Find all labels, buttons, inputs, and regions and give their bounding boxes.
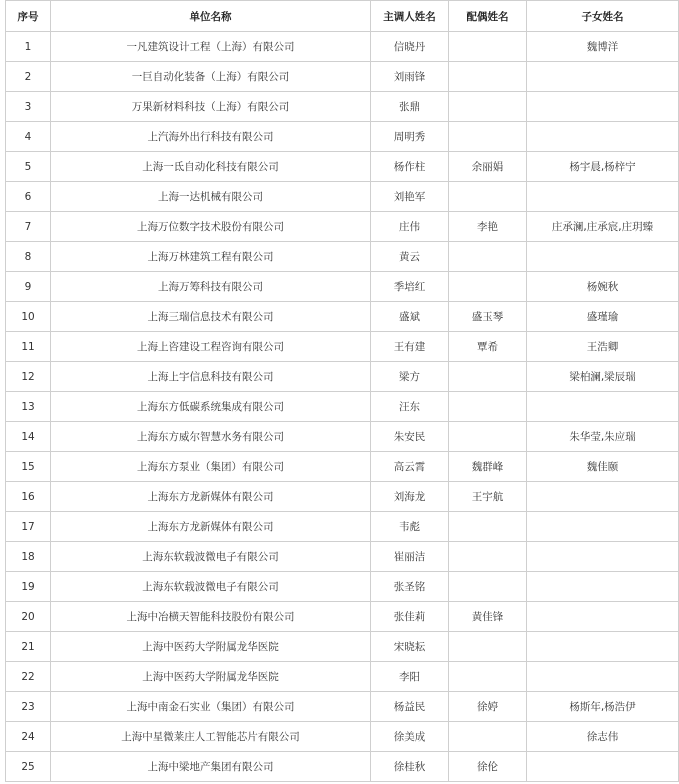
children-cell (527, 632, 679, 662)
children-cell (527, 602, 679, 632)
table-header (6, 1, 679, 32)
applicant-cell: 刘海龙 (371, 482, 449, 512)
table-row (6, 452, 679, 482)
spouse-cell (449, 32, 527, 62)
children-cell (527, 92, 679, 122)
table-row (6, 122, 679, 152)
spouse-cell (449, 662, 527, 692)
index-cell: 24 (6, 722, 51, 752)
index-cell: 18 (6, 542, 51, 572)
index-cell: 17 (6, 512, 51, 542)
applicant-cell: 盛斌 (371, 302, 449, 332)
index-cell: 12 (6, 362, 51, 392)
children-cell: 杨宇晨,杨梓宁 (527, 152, 679, 182)
header-index: 序号 (6, 1, 51, 32)
applicant-cell: 汪东 (371, 392, 449, 422)
company-cell: 上海三瑞信息技术有限公司 (51, 302, 371, 332)
spouse-cell: 李艳 (449, 212, 527, 242)
header-company: 单位名称 (51, 1, 371, 32)
spouse-cell (449, 392, 527, 422)
table-row (6, 542, 679, 572)
children-cell (527, 662, 679, 692)
index-cell: 6 (6, 182, 51, 212)
spouse-cell: 王宇航 (449, 482, 527, 512)
table-row (6, 302, 679, 332)
company-cell: 上海上咨建设工程咨询有限公司 (51, 332, 371, 362)
index-cell: 13 (6, 392, 51, 422)
children-cell: 盛瑾瑜 (527, 302, 679, 332)
applicant-cell: 高云霄 (371, 452, 449, 482)
applicant-cell: 王有建 (371, 332, 449, 362)
table-body (6, 32, 679, 782)
children-cell (527, 122, 679, 152)
header-children: 子女姓名 (527, 1, 679, 32)
table-row (6, 512, 679, 542)
company-cell: 上海东方低碳系统集成有限公司 (51, 392, 371, 422)
index-cell: 16 (6, 482, 51, 512)
children-cell: 徐志伟 (527, 722, 679, 752)
company-cell: 上海中南金石实业（集团）有限公司 (51, 692, 371, 722)
table-row (6, 152, 679, 182)
company-cell: 上海东方龙新媒体有限公司 (51, 482, 371, 512)
table-row (6, 32, 679, 62)
company-cell: 上海万林建筑工程有限公司 (51, 242, 371, 272)
spouse-cell (449, 362, 527, 392)
table-row (6, 332, 679, 362)
children-cell: 魏博洋 (527, 32, 679, 62)
index-cell: 7 (6, 212, 51, 242)
company-cell: 万果新材料科技（上海）有限公司 (51, 92, 371, 122)
index-cell: 4 (6, 122, 51, 152)
index-cell: 25 (6, 752, 51, 782)
children-cell (527, 392, 679, 422)
applicant-cell: 季培红 (371, 272, 449, 302)
applicant-cell: 刘艳军 (371, 182, 449, 212)
table-row (6, 392, 679, 422)
applicant-cell: 徐美成 (371, 722, 449, 752)
company-cell: 上海东方威尔智慧水务有限公司 (51, 422, 371, 452)
spouse-cell (449, 62, 527, 92)
applicant-cell: 梁方 (371, 362, 449, 392)
spouse-cell (449, 512, 527, 542)
company-cell: 上海一达机械有限公司 (51, 182, 371, 212)
index-cell: 11 (6, 332, 51, 362)
company-cell: 上汽海外出行科技有限公司 (51, 122, 371, 152)
table-row (6, 92, 679, 122)
children-cell: 魏佳颐 (527, 452, 679, 482)
applicant-cell: 杨作柱 (371, 152, 449, 182)
applicant-cell: 张圣铭 (371, 572, 449, 602)
spouse-cell (449, 632, 527, 662)
company-cell: 上海中医药大学附属龙华医院 (51, 662, 371, 692)
children-cell (527, 182, 679, 212)
company-cell: 上海中医药大学附属龙华医院 (51, 632, 371, 662)
company-cell: 一巨自动化装备（上海）有限公司 (51, 62, 371, 92)
children-cell: 庄承澜,庄承宸,庄玥臻 (527, 212, 679, 242)
table-row (6, 602, 679, 632)
applicant-cell: 信晓丹 (371, 32, 449, 62)
header-row (6, 1, 679, 32)
spouse-cell (449, 242, 527, 272)
spouse-cell (449, 272, 527, 302)
applicant-cell: 张佳莉 (371, 602, 449, 632)
children-cell (527, 62, 679, 92)
index-cell: 10 (6, 302, 51, 332)
table-row (6, 752, 679, 782)
spouse-cell (449, 542, 527, 572)
company-cell: 上海东方龙新媒体有限公司 (51, 512, 371, 542)
children-cell: 杨斯年,杨浩伊 (527, 692, 679, 722)
index-cell: 14 (6, 422, 51, 452)
table-row (6, 242, 679, 272)
table-row (6, 482, 679, 512)
applicant-cell: 庄伟 (371, 212, 449, 242)
company-cell: 上海上宇信息科技有限公司 (51, 362, 371, 392)
children-cell (527, 752, 679, 782)
spouse-cell (449, 722, 527, 752)
children-cell (527, 242, 679, 272)
children-cell (527, 572, 679, 602)
table-row (6, 692, 679, 722)
company-cell: 上海东软载波微电子有限公司 (51, 572, 371, 602)
applicant-cell: 刘雨锋 (371, 62, 449, 92)
company-cell: 上海万位数字技术股份有限公司 (51, 212, 371, 242)
applicant-cell: 崔丽洁 (371, 542, 449, 572)
index-cell: 9 (6, 272, 51, 302)
index-cell: 22 (6, 662, 51, 692)
applicant-cell: 朱安民 (371, 422, 449, 452)
company-cell: 上海万筹科技有限公司 (51, 272, 371, 302)
table-row (6, 422, 679, 452)
applicant-cell: 韦彪 (371, 512, 449, 542)
children-cell: 王浩卿 (527, 332, 679, 362)
index-cell: 8 (6, 242, 51, 272)
index-cell: 5 (6, 152, 51, 182)
table-row (6, 182, 679, 212)
spouse-cell: 魏群峰 (449, 452, 527, 482)
table-row (6, 632, 679, 662)
table-row (6, 662, 679, 692)
table-row (6, 272, 679, 302)
company-cell: 上海东方泵业（集团）有限公司 (51, 452, 371, 482)
header-spouse: 配偶姓名 (449, 1, 527, 32)
spouse-cell: 黄佳锋 (449, 602, 527, 632)
children-cell: 杨婉秋 (527, 272, 679, 302)
header-applicant: 主调人姓名 (371, 1, 449, 32)
spouse-cell (449, 422, 527, 452)
applicant-cell: 徐桂秋 (371, 752, 449, 782)
children-cell (527, 482, 679, 512)
company-cell: 上海中星微莱庄人工智能芯片有限公司 (51, 722, 371, 752)
table-row (6, 722, 679, 752)
children-cell: 朱华莹,朱应瑞 (527, 422, 679, 452)
children-cell (527, 542, 679, 572)
company-cell: 上海东软载波微电子有限公司 (51, 542, 371, 572)
company-cell: 一凡建筑设计工程（上海）有限公司 (51, 32, 371, 62)
index-cell: 20 (6, 602, 51, 632)
index-cell: 21 (6, 632, 51, 662)
company-cell: 上海一氐自动化科技有限公司 (51, 152, 371, 182)
spouse-cell: 徐婷 (449, 692, 527, 722)
spouse-cell: 盛玉琴 (449, 302, 527, 332)
spouse-cell: 余丽娟 (449, 152, 527, 182)
table-row (6, 212, 679, 242)
table-row (6, 62, 679, 92)
index-cell: 23 (6, 692, 51, 722)
spouse-cell (449, 122, 527, 152)
company-cell: 上海中梁地产集团有限公司 (51, 752, 371, 782)
index-cell: 19 (6, 572, 51, 602)
index-cell: 3 (6, 92, 51, 122)
children-cell (527, 512, 679, 542)
applicant-cell: 张鼎 (371, 92, 449, 122)
applicant-cell: 宋晓耘 (371, 632, 449, 662)
index-cell: 15 (6, 452, 51, 482)
roster-table (5, 0, 679, 782)
index-cell: 1 (6, 32, 51, 62)
table-row (6, 572, 679, 602)
table-row (6, 362, 679, 392)
spouse-cell (449, 182, 527, 212)
applicant-cell: 黄云 (371, 242, 449, 272)
index-cell: 2 (6, 62, 51, 92)
spouse-cell (449, 92, 527, 122)
applicant-cell: 周明秀 (371, 122, 449, 152)
spouse-cell: 覃希 (449, 332, 527, 362)
applicant-cell: 杨益民 (371, 692, 449, 722)
company-cell: 上海中冶横天智能科技股份有限公司 (51, 602, 371, 632)
children-cell: 梁柏澜,梁辰瑞 (527, 362, 679, 392)
spouse-cell: 徐伦 (449, 752, 527, 782)
spouse-cell (449, 572, 527, 602)
applicant-cell: 李阳 (371, 662, 449, 692)
